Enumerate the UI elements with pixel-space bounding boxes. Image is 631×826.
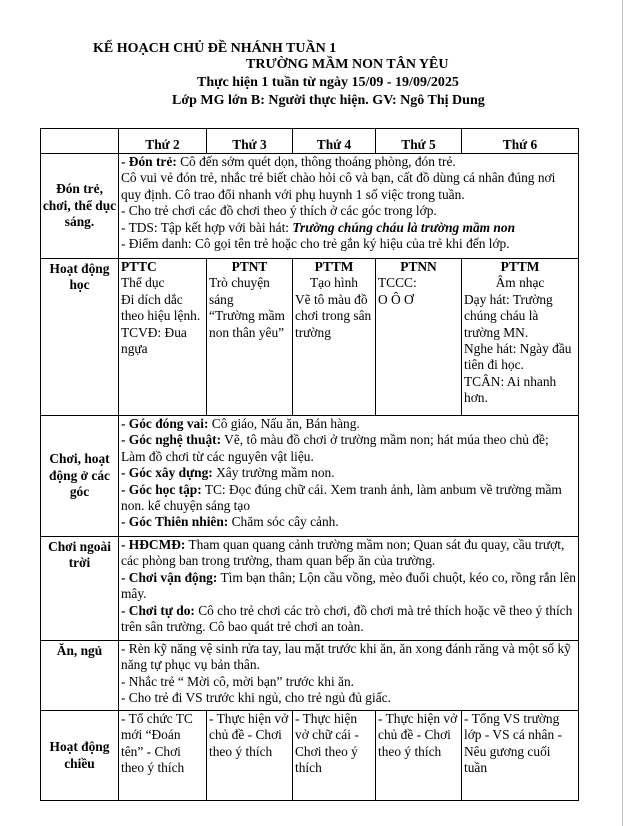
row-label: Chơi, hoạt động ở các góc — [41, 416, 119, 537]
afternoon-mon: - Tổ chức TC mới “Đoán tên” - Chơi theo ý thích — [119, 711, 207, 801]
school-name: TRƯỜNG MẦM NON TÂN YÊU — [246, 57, 449, 72]
day-header: Thứ 3 — [207, 129, 293, 154]
afternoon-thu: - Thực hiện vở chủ đề - Chơi theo ý thích — [376, 711, 462, 801]
morning-content: - Đón trẻ: Cô đến sớm quét dọn, thông thoáng phòng, đón trẻ. Cô vui vẻ đón trẻ, nhắc trẻ biết chào hỏi cô và bạn, cất đồ dùng cá nhân đúng nơi quy định. Cô trao đổi nhanh với phụ huynh 1 số việc trong tuần. - Cho trẻ chơi các đồ chơi theo ý thích ở các góc trong lớp. - TDS: Tập kết hợp với bài hát: Trường chúng cháu là trường mầm non - Điểm danh: Cô gọi tên trẻ hoặc cho trẻ gắn ký hiệu của trẻ khi đến lớp. — [119, 154, 579, 259]
corner-cell — [41, 129, 119, 154]
afternoon-wed: - Thực hiện vở chữ cái - Chơi theo ý thích — [293, 711, 376, 801]
lesson-mon: PTTC Thể dục Đi dích dắc theo hiệu lệnh. TCVĐ: Đua ngựa — [119, 259, 207, 416]
date-range: Thực hiện 1 tuần từ ngày 15/09 - 19/09/2025 — [197, 75, 459, 90]
afternoon-fri: - Tổng VS trường lớp - VS cá nhân - Nêu gương cuối tuần — [462, 711, 579, 801]
row-label: Chơi ngoài trời — [41, 537, 119, 641]
day-header: Thứ 2 — [119, 129, 207, 154]
class-teacher: Lớp MG lớn B: Người thực hiện. GV: Ngô Thị Dung — [172, 93, 485, 108]
row-label: Ăn, ngủ — [41, 641, 119, 711]
row-corners — [41, 416, 579, 537]
row-outdoor — [41, 537, 579, 641]
corners-content: - Góc đóng vai: Cô giáo, Nấu ăn, Bán hàng. - Góc nghệ thuật: Vẽ, tô màu đồ chơi ở trường mầm non; hát múa theo chủ đề; Làm đồ chơi từ các nguyên vật liệu. - Góc xây dựng: Xây trường mầm non. - Góc học tập: TC: Đọc đúng chữ cái. Xem tranh ảnh, làm anbum về trường mầm non. kể chuyện sáng tạo - Góc Thiên nhiên: Chăm sóc cây cảnh. — [119, 416, 579, 537]
lesson-wed: PTTM Tạo hình Vẽ tô màu đồ chơi trong sân trường — [293, 259, 376, 416]
day-header: Thứ 6 — [462, 129, 579, 154]
row-label: Đón trẻ, chơi, thể dục sáng. — [41, 154, 119, 259]
day-header: Thứ 4 — [293, 129, 376, 154]
row-label: Hoạt động chiều — [41, 711, 119, 801]
meals-content: - Rèn kỹ năng vệ sinh rửa tay, lau mặt trước khi ăn, ăn xong đánh răng và một số kỹ năng tự phục vụ bản thân. - Nhắc trẻ “ Mời cô, mời bạn” trước khi ăn. - Cho trẻ đi VS trước khi ngủ, cho trẻ ngủ đủ giấc. — [119, 641, 579, 711]
lesson-thu: PTNN TCCC: O Ô Ơ — [376, 259, 462, 416]
row-meals-sleep — [41, 641, 579, 711]
page-edge-line — [622, 0, 623, 826]
lesson-tue: PTNT Trò chuyện sáng “Trường mầm non thân yêu” — [207, 259, 293, 416]
weekly-plan-table — [40, 128, 579, 801]
row-lessons — [41, 259, 579, 416]
row-label: Hoạt động học — [41, 259, 119, 416]
day-header: Thứ 5 — [376, 129, 462, 154]
lesson-fri: PTTM Âm nhạc Dạy hát: Trường chúng cháu là trường MN. Nghe hát: Ngày đầu tiên đi học. TCÂN: Ai nhanh hơn. — [462, 259, 579, 416]
afternoon-tue: - Thực hiện vở chủ đề - Chơi theo ý thích — [207, 711, 293, 801]
row-morning — [41, 154, 579, 259]
outdoor-content: - HĐCMĐ: Tham quan quang cảnh trường mầm non; Quan sát đu quay, cầu trượt, các phòng ban trong trường, tham quan bếp ăn của trường. - Chơi vận động: Tìm bạn thân; Lộn cầu vồng, mèo đuổi chuột, kéo co, rồng rắn lên mây. - Chơi tự do: Cô cho trẻ chơi các trò chơi, đồ chơi mà trẻ thích hoặc vẽ theo ý thích trên sân trường. Cô bao quát trẻ chơi an toàn. — [119, 537, 579, 641]
header-row — [41, 129, 579, 154]
doc-title: KẾ HOẠCH CHỦ ĐỀ NHÁNH TUẦN 1 — [93, 41, 337, 56]
row-afternoon — [41, 711, 579, 801]
